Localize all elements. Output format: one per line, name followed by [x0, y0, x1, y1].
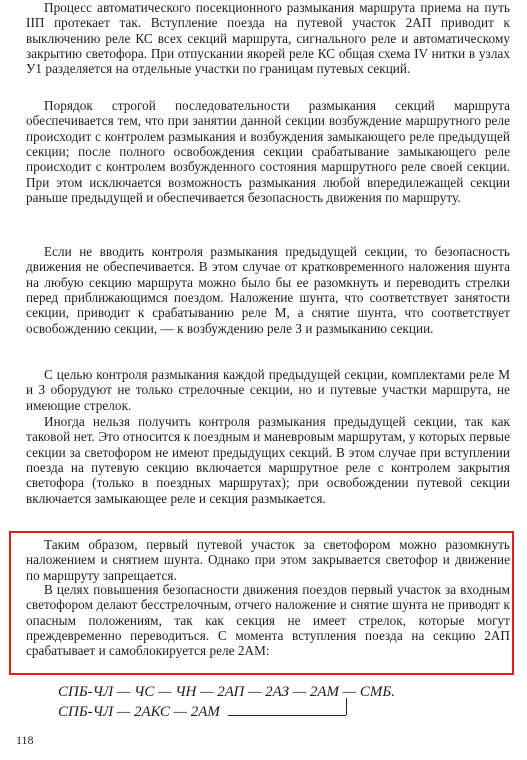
paragraph-7: В целях повышения безопасности движения поездов первый участок за входным светофором делают бесстрелочным, отчего наложение и снятие шунта не приводят к опасным положениям, так как секция не имеет стрелок, которые могут преждевременно переводиться. С момента вступления поезда на секцию 2АП срабатывает и самоблокируется реле 2АМ: [26, 582, 510, 659]
paragraph-5: Иногда нельзя получить контроля размыкания предыдущей секции, так как таковой нет. Это относится к поездным и маневровым маршрутам, у которых первые секции за светофором не имеют предыдущих секций. В этом случае при вступлении поезда на путевую секцию включается маршрутное реле с контролем закрытия светофора (только в поездных маршрутах); при освобождении путевой секции включается замыкающее реле и секция размыкается. [26, 414, 510, 506]
page-number: 118 [16, 733, 34, 747]
relay-circuit-formula-1: СПБ-ЧЛ — ЧС — ЧН — 2АП — 2АЗ — 2АМ — СМБ. [58, 684, 395, 700]
paragraph-2: Порядок строгой последовательности размыкания секций маршрута обеспечивается тем, что при занятии данной секции возбуждение маршрутного реле происходит с контролем размыкания и возбуждения замыкающего реле предыдущей секции; после полного освобождения секции срабатывание замыкающего реле происходит с контролем возбужденного состояния маршрутного реле своей секции. При этом исключается возможность размыкания любой впередилежащей секции раньше предыдущей и обеспечивается безопасность движения по маршруту. [26, 98, 510, 206]
red-highlight-box [9, 531, 514, 675]
relay-circuit-formula-2: СПБ-ЧЛ — 2АКС — 2АМ [58, 704, 220, 720]
formula-connector-line [228, 715, 346, 716]
paragraph-3: Если не вводить контроля размыкания предыдущей секции, то безопасность движения не обеспечивается. В этом случае от кратковременного наложения шунта на любую секцию маршрута можно было бы ее разомкнуть и переводить стрелки перед приближающимся поездом. Наложение шунта, что соответствует занятости секции, приводит к срабатыванию реле М, а снятие шунта, что соответствует освобождению секции, — к возбуждению реле З и размыканию секции. [26, 244, 510, 336]
paragraph-6: Таким образом, первый путевой участок за светофором можно разомкнуть наложением и снятием шунта. Однако при этом закрывается светофор и движение по маршруту запрещается. [26, 537, 510, 583]
formula-connector-vertical [346, 698, 347, 715]
paragraph-4: С целью контроля размыкания каждой предыдущей секции, комплектами реле М и З оборудуют не только стрелочные секции, но и путевые участки маршрута, не имеющие стрелок. [26, 367, 510, 413]
paragraph-1: Процесс автоматического посекционного размыкания маршрута приема на путь IIП протекает так. Вступление поезда на путевой участок 2АП приводит к выключению реле КС всех секций маршрута, сигнального реле и автоматическому закрытию светофора. При отпускании якорей реле КС общая схема IV нитки в узлах У1 разделяется на отдельные участки по границам путевых секций. [26, 0, 510, 77]
